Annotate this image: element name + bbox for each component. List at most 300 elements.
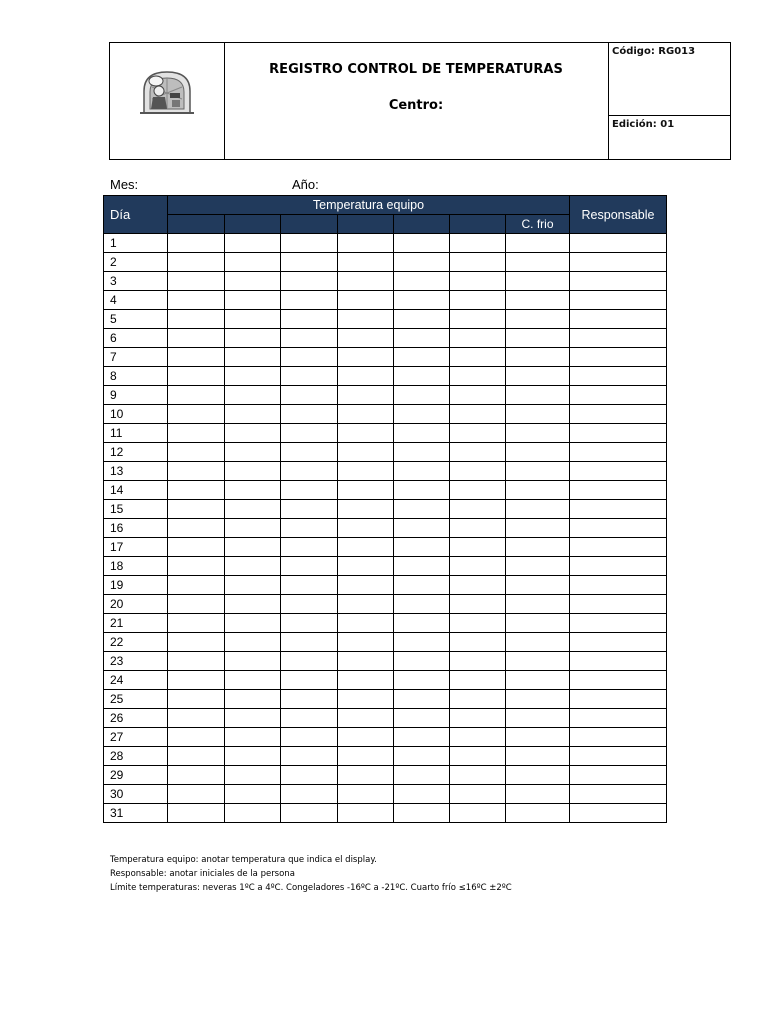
- temperature-cell[interactable]: [338, 652, 394, 671]
- document-header: [109, 42, 731, 160]
- temperature-cell[interactable]: [394, 291, 450, 310]
- cold-room-cell[interactable]: [506, 633, 570, 652]
- temperature-cell[interactable]: [281, 443, 338, 462]
- responsible-cell[interactable]: [570, 576, 667, 595]
- temperature-cell[interactable]: [450, 804, 506, 823]
- temperature-cell[interactable]: [281, 348, 338, 367]
- temperature-cell[interactable]: [394, 747, 450, 766]
- temperature-cell[interactable]: [450, 367, 506, 386]
- temperature-cell[interactable]: [281, 310, 338, 329]
- temperature-cell[interactable]: [450, 633, 506, 652]
- temperature-cell[interactable]: [281, 519, 338, 538]
- temperature-cell[interactable]: [450, 329, 506, 348]
- cold-room-cell[interactable]: [506, 671, 570, 690]
- temperature-cell[interactable]: [338, 804, 394, 823]
- cold-room-cell[interactable]: [506, 291, 570, 310]
- temperature-cell[interactable]: [168, 443, 225, 462]
- temperature-cell[interactable]: [338, 253, 394, 272]
- temperature-cell[interactable]: [394, 253, 450, 272]
- table-row: [104, 709, 667, 728]
- temperature-cell[interactable]: [225, 329, 281, 348]
- temperature-cell[interactable]: [394, 633, 450, 652]
- responsible-cell[interactable]: [570, 538, 667, 557]
- temperature-cell[interactable]: [394, 234, 450, 253]
- cold-room-cell[interactable]: [506, 728, 570, 747]
- day-number: 31: [104, 804, 168, 823]
- temperature-cell[interactable]: [281, 234, 338, 253]
- temperature-cell[interactable]: [168, 234, 225, 253]
- temperature-cell[interactable]: [450, 614, 506, 633]
- temperature-cell[interactable]: [168, 652, 225, 671]
- temperature-cell[interactable]: [168, 538, 225, 557]
- temperature-cell[interactable]: [225, 519, 281, 538]
- temperature-cell[interactable]: [394, 500, 450, 519]
- responsible-cell[interactable]: [570, 481, 667, 500]
- responsible-cell[interactable]: [570, 595, 667, 614]
- temperature-cell[interactable]: [394, 785, 450, 804]
- temperature-cell[interactable]: [338, 424, 394, 443]
- temperature-cell[interactable]: [394, 443, 450, 462]
- table-row: [104, 329, 667, 348]
- temperature-cell[interactable]: [168, 614, 225, 633]
- table-row: [104, 443, 667, 462]
- year-label: Año:: [292, 177, 319, 192]
- temperature-cell[interactable]: [225, 557, 281, 576]
- responsible-cell[interactable]: [570, 500, 667, 519]
- temperature-cell[interactable]: [450, 728, 506, 747]
- day-number: 9: [104, 386, 168, 405]
- temperature-cell[interactable]: [168, 367, 225, 386]
- temperature-cell[interactable]: [394, 538, 450, 557]
- temperature-cell[interactable]: [394, 405, 450, 424]
- temperature-cell[interactable]: [394, 462, 450, 481]
- cold-room-cell[interactable]: [506, 614, 570, 633]
- temperature-cell[interactable]: [281, 500, 338, 519]
- temperature-cell[interactable]: [225, 709, 281, 728]
- responsible-cell[interactable]: [570, 348, 667, 367]
- temperature-cell[interactable]: [168, 348, 225, 367]
- cold-room-cell[interactable]: [506, 253, 570, 272]
- responsible-cell[interactable]: [570, 519, 667, 538]
- temperature-cell[interactable]: [225, 728, 281, 747]
- temperature-cell[interactable]: [168, 462, 225, 481]
- responsible-cell[interactable]: [570, 424, 667, 443]
- temperature-cell[interactable]: [168, 329, 225, 348]
- temperature-cell[interactable]: [281, 804, 338, 823]
- temperature-cell[interactable]: [225, 804, 281, 823]
- temperature-cell[interactable]: [225, 310, 281, 329]
- temperature-cell[interactable]: [338, 443, 394, 462]
- table-row: [104, 785, 667, 804]
- cold-room-cell[interactable]: [506, 595, 570, 614]
- responsible-cell[interactable]: [570, 253, 667, 272]
- day-number: 8: [104, 367, 168, 386]
- temperature-cell[interactable]: [168, 481, 225, 500]
- temperature-cell[interactable]: [281, 405, 338, 424]
- temperature-cell[interactable]: [450, 690, 506, 709]
- temperature-cell[interactable]: [281, 576, 338, 595]
- temperature-cell[interactable]: [168, 766, 225, 785]
- temperature-cell[interactable]: [281, 766, 338, 785]
- temperature-cell[interactable]: [281, 557, 338, 576]
- temperature-cell[interactable]: [168, 519, 225, 538]
- temperature-cell[interactable]: [168, 671, 225, 690]
- temperature-cell[interactable]: [225, 386, 281, 405]
- temperature-cell[interactable]: [450, 481, 506, 500]
- responsible-cell[interactable]: [570, 443, 667, 462]
- temperature-cell[interactable]: [338, 348, 394, 367]
- cold-room-cell[interactable]: [506, 652, 570, 671]
- title-cell: [224, 43, 609, 159]
- day-number: 30: [104, 785, 168, 804]
- temperature-cell[interactable]: [338, 709, 394, 728]
- temperature-cell[interactable]: [450, 785, 506, 804]
- table-row: [104, 424, 667, 443]
- cold-room-cell[interactable]: [506, 804, 570, 823]
- cold-room-cell[interactable]: [506, 424, 570, 443]
- cold-room-cell[interactable]: [506, 367, 570, 386]
- temperature-cell[interactable]: [168, 557, 225, 576]
- cold-room-cell[interactable]: [506, 405, 570, 424]
- temperature-cell[interactable]: [225, 405, 281, 424]
- temperature-cell[interactable]: [394, 348, 450, 367]
- responsible-cell[interactable]: [570, 405, 667, 424]
- temperature-cell[interactable]: [225, 576, 281, 595]
- temperature-cell[interactable]: [338, 538, 394, 557]
- responsible-cell[interactable]: [570, 633, 667, 652]
- temperature-cell[interactable]: [281, 614, 338, 633]
- equipment-subheader: [281, 215, 338, 234]
- responsible-cell[interactable]: [570, 671, 667, 690]
- cold-room-cell[interactable]: [506, 500, 570, 519]
- responsible-cell[interactable]: [570, 386, 667, 405]
- cold-room-cell[interactable]: [506, 709, 570, 728]
- temperature-cell[interactable]: [168, 709, 225, 728]
- temperature-cell[interactable]: [394, 652, 450, 671]
- temperature-cell[interactable]: [281, 272, 338, 291]
- temperature-cell[interactable]: [281, 690, 338, 709]
- table-row: [104, 538, 667, 557]
- column-header-responsible: Responsable: [570, 196, 667, 234]
- temperature-cell[interactable]: [394, 671, 450, 690]
- day-number: 14: [104, 481, 168, 500]
- temperature-cell[interactable]: [338, 766, 394, 785]
- temperature-cell[interactable]: [168, 785, 225, 804]
- temperature-cell[interactable]: [394, 728, 450, 747]
- temperature-cell[interactable]: [338, 785, 394, 804]
- temperature-cell[interactable]: [225, 424, 281, 443]
- table-row: [104, 671, 667, 690]
- table-row: [104, 310, 667, 329]
- temperature-cell[interactable]: [394, 367, 450, 386]
- temperature-cell[interactable]: [281, 462, 338, 481]
- responsible-cell[interactable]: [570, 804, 667, 823]
- temperature-cell[interactable]: [225, 538, 281, 557]
- cold-room-cell[interactable]: [506, 272, 570, 291]
- equipment-subheader: [168, 215, 225, 234]
- temperature-cell[interactable]: [168, 804, 225, 823]
- temperature-cell[interactable]: [281, 424, 338, 443]
- temperature-cell[interactable]: [168, 747, 225, 766]
- responsible-cell[interactable]: [570, 329, 667, 348]
- table-row: [104, 367, 667, 386]
- responsible-cell[interactable]: [570, 690, 667, 709]
- cold-room-cell[interactable]: [506, 481, 570, 500]
- temperature-cell[interactable]: [281, 785, 338, 804]
- temperature-cell[interactable]: [338, 633, 394, 652]
- column-header-cold-room: C. frio: [506, 215, 570, 234]
- temperature-cell[interactable]: [281, 709, 338, 728]
- temperature-cell[interactable]: [168, 272, 225, 291]
- responsible-cell[interactable]: [570, 557, 667, 576]
- temperature-cell[interactable]: [225, 785, 281, 804]
- temperature-cell[interactable]: [338, 595, 394, 614]
- temperature-cell[interactable]: [168, 728, 225, 747]
- temperature-cell[interactable]: [168, 253, 225, 272]
- temperature-cell[interactable]: [168, 576, 225, 595]
- temperature-cell[interactable]: [225, 671, 281, 690]
- temperature-cell[interactable]: [394, 272, 450, 291]
- cold-room-cell[interactable]: [506, 690, 570, 709]
- centro-label: Centro:: [388, 98, 444, 113]
- table-row: [104, 614, 667, 633]
- temperature-cell[interactable]: [168, 386, 225, 405]
- temperature-cell[interactable]: [394, 709, 450, 728]
- temperature-cell[interactable]: [450, 557, 506, 576]
- responsible-cell[interactable]: [570, 766, 667, 785]
- cold-room-cell[interactable]: [506, 766, 570, 785]
- temperature-cell[interactable]: [168, 500, 225, 519]
- temperature-cell[interactable]: [394, 690, 450, 709]
- temperature-cell[interactable]: [338, 367, 394, 386]
- table-row: [104, 633, 667, 652]
- temperature-cell[interactable]: [450, 253, 506, 272]
- day-number: 18: [104, 557, 168, 576]
- temperature-cell[interactable]: [225, 690, 281, 709]
- temperature-cell[interactable]: [225, 595, 281, 614]
- temperature-cell[interactable]: [281, 747, 338, 766]
- temperature-cell[interactable]: [450, 424, 506, 443]
- temperature-cell[interactable]: [281, 633, 338, 652]
- temperature-cell[interactable]: [225, 614, 281, 633]
- cold-room-cell[interactable]: [506, 785, 570, 804]
- temperature-cell[interactable]: [338, 576, 394, 595]
- temperature-cell[interactable]: [281, 291, 338, 310]
- temperature-cell[interactable]: [450, 348, 506, 367]
- day-number: 13: [104, 462, 168, 481]
- temperature-cell[interactable]: [450, 709, 506, 728]
- temperature-cell[interactable]: [168, 595, 225, 614]
- temperature-cell[interactable]: [450, 234, 506, 253]
- temperature-cell[interactable]: [394, 386, 450, 405]
- temperature-cell[interactable]: [450, 538, 506, 557]
- table-row: [104, 766, 667, 785]
- temperature-cell[interactable]: [225, 367, 281, 386]
- temperature-cell[interactable]: [450, 310, 506, 329]
- temperature-cell[interactable]: [338, 234, 394, 253]
- temperature-cell[interactable]: [168, 310, 225, 329]
- table-row: [104, 747, 667, 766]
- temperature-cell[interactable]: [168, 424, 225, 443]
- temperature-cell[interactable]: [225, 633, 281, 652]
- temperature-cell[interactable]: [168, 633, 225, 652]
- temperature-cell[interactable]: [225, 443, 281, 462]
- temperature-cell[interactable]: [338, 500, 394, 519]
- cold-room-cell[interactable]: [506, 538, 570, 557]
- day-number: 2: [104, 253, 168, 272]
- responsible-cell[interactable]: [570, 234, 667, 253]
- responsible-cell[interactable]: [570, 367, 667, 386]
- cold-room-cell[interactable]: [506, 519, 570, 538]
- temperature-cell[interactable]: [338, 462, 394, 481]
- temperature-cell[interactable]: [394, 519, 450, 538]
- cold-room-cell[interactable]: [506, 386, 570, 405]
- day-number: 20: [104, 595, 168, 614]
- document-meta: [608, 43, 730, 159]
- temperature-cell[interactable]: [394, 329, 450, 348]
- responsible-cell[interactable]: [570, 462, 667, 481]
- temperature-cell[interactable]: [338, 747, 394, 766]
- temperature-cell[interactable]: [394, 481, 450, 500]
- footnotes: [110, 853, 512, 895]
- table-row: [104, 291, 667, 310]
- temperature-cell[interactable]: [338, 557, 394, 576]
- temperature-cell[interactable]: [338, 614, 394, 633]
- temperature-cell[interactable]: [225, 747, 281, 766]
- logo-cell: [110, 43, 225, 159]
- temperature-cell[interactable]: [338, 386, 394, 405]
- temperature-cell[interactable]: [338, 671, 394, 690]
- temperature-cell[interactable]: [338, 690, 394, 709]
- document-code: Código: RG013: [612, 46, 696, 57]
- temperature-cell[interactable]: [450, 386, 506, 405]
- temperature-cell[interactable]: [281, 329, 338, 348]
- equipment-subheader: [450, 215, 506, 234]
- equipment-subheader: [225, 215, 281, 234]
- cold-room-cell[interactable]: [506, 310, 570, 329]
- cold-room-cell[interactable]: [506, 576, 570, 595]
- temperature-cell[interactable]: [394, 557, 450, 576]
- code-cell: [608, 43, 730, 116]
- table-row: [104, 519, 667, 538]
- temperature-cell[interactable]: [394, 424, 450, 443]
- temperature-cell[interactable]: [168, 405, 225, 424]
- temperature-cell[interactable]: [450, 500, 506, 519]
- temperature-cell[interactable]: [450, 519, 506, 538]
- responsible-cell[interactable]: [570, 310, 667, 329]
- temperature-cell[interactable]: [225, 234, 281, 253]
- temperature-cell[interactable]: [450, 595, 506, 614]
- day-number: 26: [104, 709, 168, 728]
- table-row: [104, 804, 667, 823]
- temperature-cell[interactable]: [338, 329, 394, 348]
- responsible-cell[interactable]: [570, 272, 667, 291]
- responsible-cell[interactable]: [570, 728, 667, 747]
- temperature-cell[interactable]: [168, 690, 225, 709]
- temperature-cell[interactable]: [338, 519, 394, 538]
- edition-cell: [608, 116, 730, 159]
- cold-room-cell[interactable]: [506, 443, 570, 462]
- responsible-cell[interactable]: [570, 291, 667, 310]
- note-responsible: Responsable: anotar iniciales de la persona: [110, 869, 295, 879]
- temperature-cell[interactable]: [450, 443, 506, 462]
- temperature-cell[interactable]: [281, 671, 338, 690]
- temperature-cell[interactable]: [225, 291, 281, 310]
- temperature-cell[interactable]: [338, 481, 394, 500]
- temperature-cell[interactable]: [281, 595, 338, 614]
- cold-room-cell[interactable]: [506, 348, 570, 367]
- cold-room-cell[interactable]: [506, 234, 570, 253]
- temperature-cell[interactable]: [394, 804, 450, 823]
- temperature-cell[interactable]: [450, 576, 506, 595]
- column-header-equipment-temperature: Temperatura equipo: [168, 196, 570, 215]
- temperature-cell[interactable]: [281, 652, 338, 671]
- responsible-cell[interactable]: [570, 652, 667, 671]
- temperature-cell[interactable]: [281, 386, 338, 405]
- temperature-cell[interactable]: [225, 500, 281, 519]
- temperature-cell[interactable]: [281, 253, 338, 272]
- temperature-cell[interactable]: [338, 310, 394, 329]
- temperature-cell[interactable]: [450, 766, 506, 785]
- day-number: 24: [104, 671, 168, 690]
- temperature-cell[interactable]: [281, 481, 338, 500]
- temperature-cell[interactable]: [225, 348, 281, 367]
- temperature-cell[interactable]: [338, 272, 394, 291]
- temperature-cell[interactable]: [281, 728, 338, 747]
- temperature-cell[interactable]: [450, 747, 506, 766]
- temperature-cell[interactable]: [394, 595, 450, 614]
- temperature-cell[interactable]: [225, 462, 281, 481]
- temperature-cell[interactable]: [450, 462, 506, 481]
- temperature-cell[interactable]: [394, 614, 450, 633]
- temperature-cell[interactable]: [225, 481, 281, 500]
- cold-room-cell[interactable]: [506, 329, 570, 348]
- temperature-cell[interactable]: [450, 405, 506, 424]
- day-number: 23: [104, 652, 168, 671]
- temperature-cell[interactable]: [338, 728, 394, 747]
- responsible-cell[interactable]: [570, 614, 667, 633]
- temperature-cell[interactable]: [168, 291, 225, 310]
- temperature-cell[interactable]: [450, 671, 506, 690]
- temperature-cell[interactable]: [394, 766, 450, 785]
- temperature-cell[interactable]: [281, 367, 338, 386]
- temperature-cell[interactable]: [225, 652, 281, 671]
- temperature-cell[interactable]: [450, 291, 506, 310]
- responsible-cell[interactable]: [570, 709, 667, 728]
- cold-room-cell[interactable]: [506, 557, 570, 576]
- table-row: [104, 253, 667, 272]
- cold-room-cell[interactable]: [506, 747, 570, 766]
- responsible-cell[interactable]: [570, 785, 667, 804]
- temperature-cell[interactable]: [225, 766, 281, 785]
- temperature-cell[interactable]: [450, 272, 506, 291]
- responsible-cell[interactable]: [570, 747, 667, 766]
- cold-room-cell[interactable]: [506, 462, 570, 481]
- temperature-cell[interactable]: [338, 291, 394, 310]
- table-row: [104, 728, 667, 747]
- temperature-cell[interactable]: [394, 310, 450, 329]
- month-label: Mes:: [110, 177, 139, 192]
- day-number: 16: [104, 519, 168, 538]
- temperature-cell[interactable]: [450, 652, 506, 671]
- temperature-cell[interactable]: [225, 272, 281, 291]
- day-number: 19: [104, 576, 168, 595]
- day-number: 1: [104, 234, 168, 253]
- temperature-cell[interactable]: [225, 253, 281, 272]
- temperature-cell[interactable]: [281, 538, 338, 557]
- temperature-cell[interactable]: [394, 576, 450, 595]
- temperature-cell[interactable]: [338, 405, 394, 424]
